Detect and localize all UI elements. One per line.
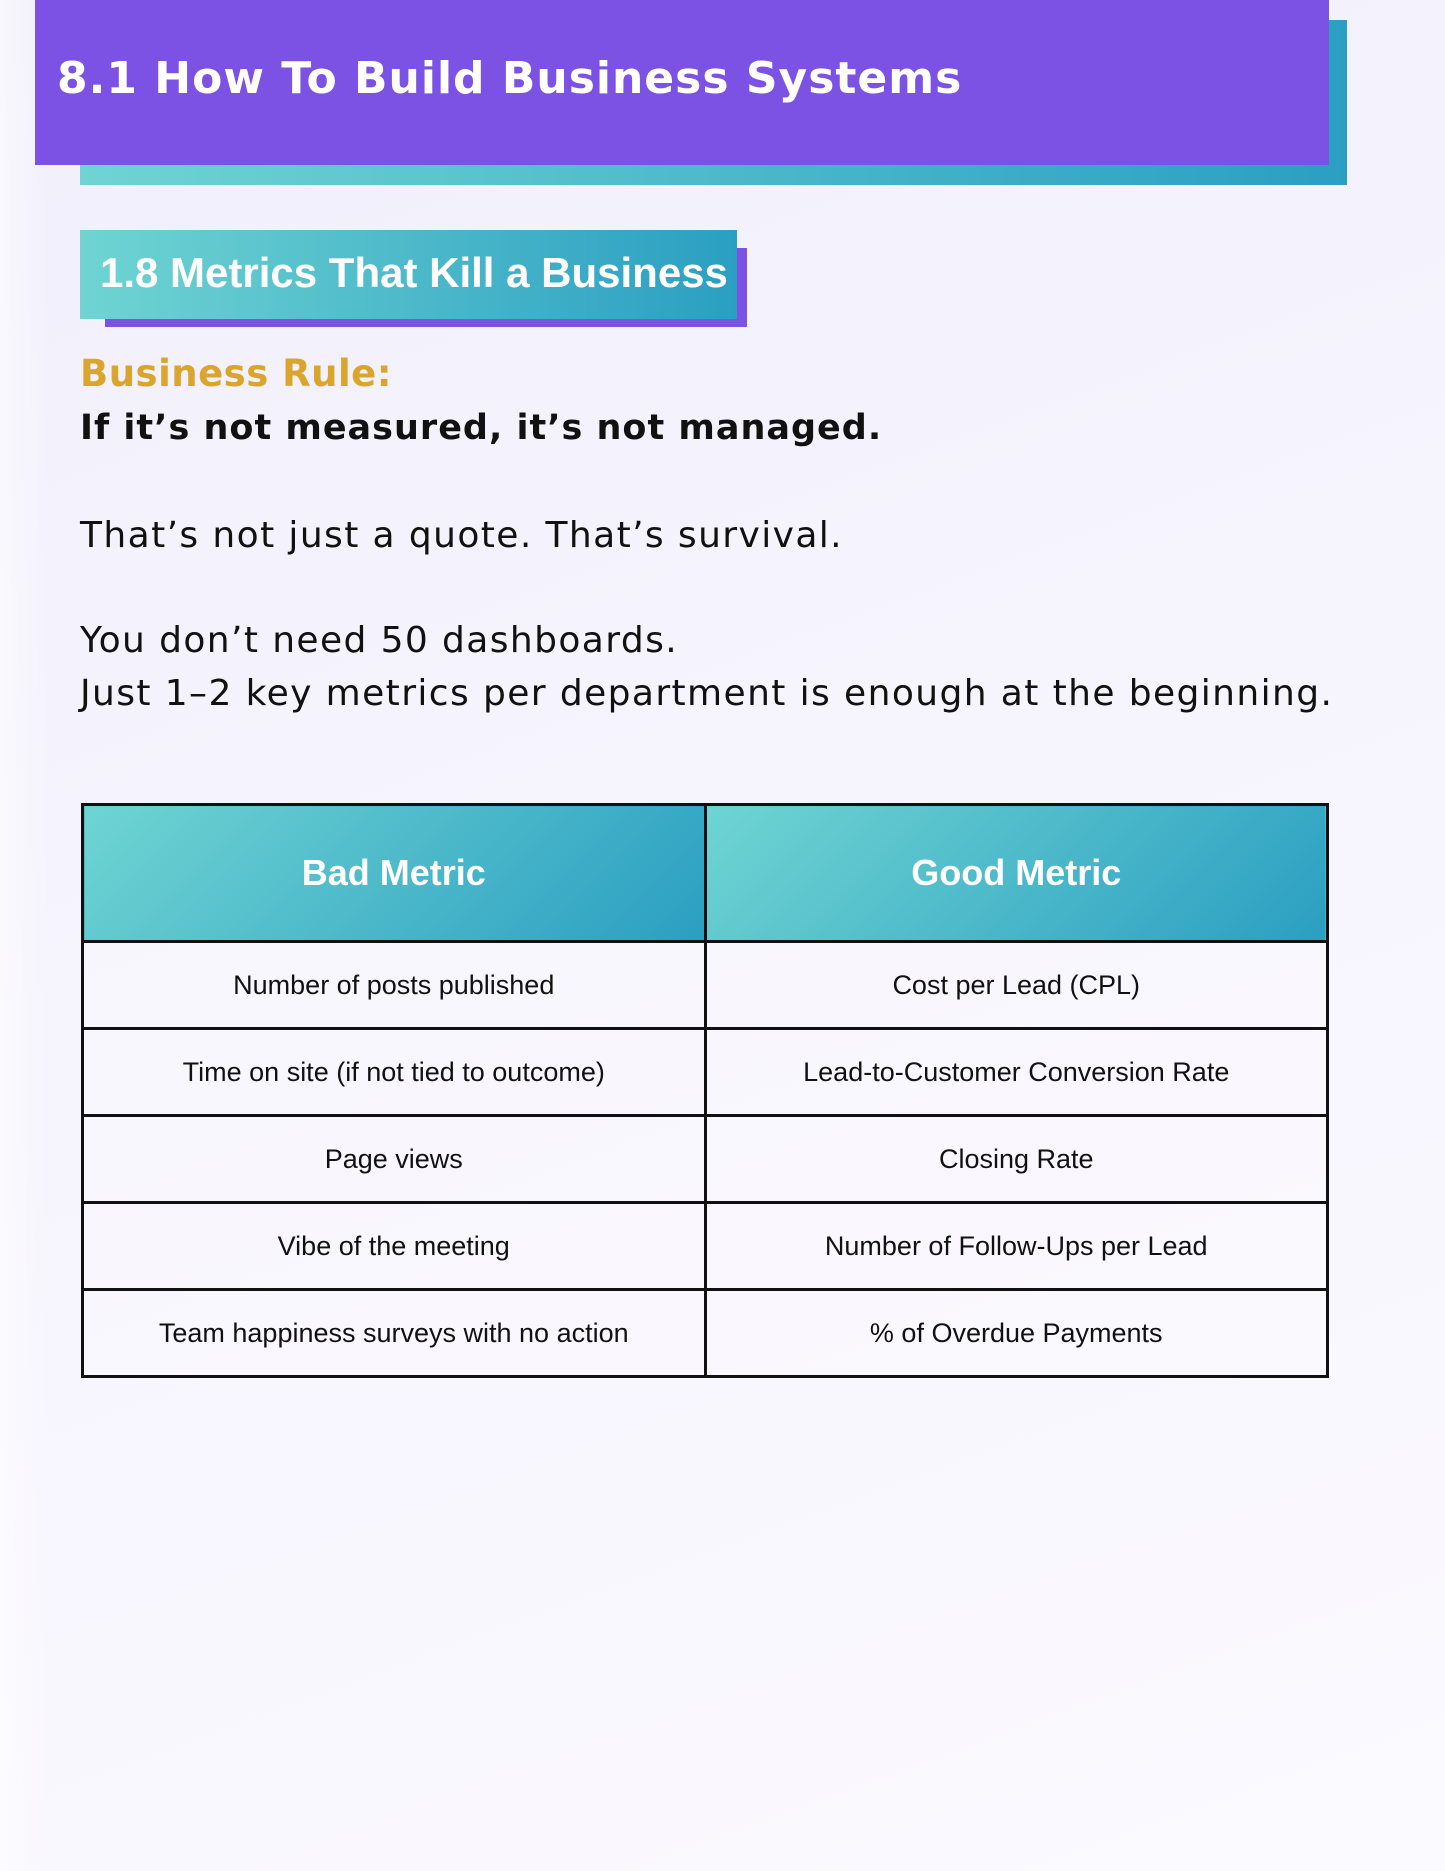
- good-metric-cell: Number of Follow-Ups per Lead: [705, 1203, 1328, 1290]
- metrics-table: [81, 803, 1329, 1378]
- good-metric-cell: Lead-to-Customer Conversion Rate: [705, 1029, 1328, 1116]
- column-header-bad-metric: Bad Metric: [83, 805, 706, 942]
- business-rule-label: Business Rule:: [80, 352, 393, 395]
- body-paragraph-survival: That’s not just a quote. That’s survival.: [80, 515, 844, 556]
- bad-metric-cell: Vibe of the meeting: [83, 1203, 706, 1290]
- table-row: [83, 1290, 1328, 1377]
- table-row: [83, 942, 1328, 1029]
- table-row: [83, 1203, 1328, 1290]
- bad-metric-cell: Time on site (if not tied to outcome): [83, 1029, 706, 1116]
- section-banner: [80, 230, 737, 319]
- good-metric-cell: Closing Rate: [705, 1116, 1328, 1203]
- bad-metric-cell: Team happiness surveys with no action: [83, 1290, 706, 1377]
- good-metric-cell: % of Overdue Payments: [705, 1290, 1328, 1377]
- body-paragraph-key-metrics: Just 1–2 key metrics per department is enough at the beginning.: [80, 673, 1334, 714]
- page-title: 8.1 How To Build Business Systems: [57, 53, 963, 104]
- body-paragraph-dashboards: You don’t need 50 dashboards.: [80, 620, 679, 661]
- page-edge: [0, 0, 50, 1871]
- business-rule-text: If it’s not measured, it’s not managed.: [80, 408, 883, 448]
- table-row: [83, 1116, 1328, 1203]
- header-banner: [35, 0, 1329, 165]
- column-header-good-metric: Good Metric: [705, 805, 1328, 942]
- bad-metric-cell: Number of posts published: [83, 942, 706, 1029]
- good-metric-cell: Cost per Lead (CPL): [705, 942, 1328, 1029]
- bad-metric-cell: Page views: [83, 1116, 706, 1203]
- table-header-row: [83, 805, 1328, 942]
- table-row: [83, 1029, 1328, 1116]
- section-title: 1.8 Metrics That Kill a Business: [100, 248, 728, 296]
